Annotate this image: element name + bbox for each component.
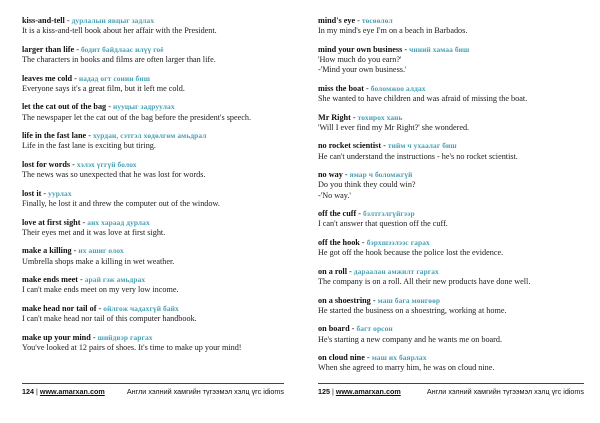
dash-separator: - — [80, 217, 88, 227]
idiom-term: mind's eye — [318, 16, 356, 25]
idiom-translation: надад огт сонин биш — [78, 73, 151, 83]
dash-separator: - — [64, 16, 72, 25]
idiom-translation: чиний хамаа биш — [409, 44, 470, 54]
idiom-translation: боломжоо алдах — [370, 83, 426, 93]
idiom-term: let the cat out of the bag — [22, 102, 107, 112]
idiom-entry — [22, 74, 284, 94]
idiom-translation: шийдвэр гаргах — [97, 332, 153, 342]
dash-separator: - — [402, 44, 410, 54]
example-sentence: Do you think they could win? — [318, 180, 416, 190]
idiom-entry — [318, 238, 584, 258]
idiom-entry — [318, 324, 584, 344]
dash-separator: - — [363, 83, 371, 93]
dash-separator: - — [90, 332, 98, 342]
idiom-heading — [22, 102, 284, 112]
idiom-entry — [318, 267, 584, 287]
idiom-translation: уурлах — [48, 188, 72, 198]
dash-separator: - — [72, 73, 79, 83]
dash-separator: - — [41, 188, 49, 198]
example-sentence: 'How much do you earn?' — [318, 55, 402, 64]
idiom-term: make ends meet — [22, 275, 78, 285]
idiom-term: on cloud nine — [318, 353, 365, 363]
idiom-entry — [318, 113, 584, 133]
idiom-entry — [318, 296, 584, 316]
dash-separator: - — [370, 295, 378, 305]
idiom-term: on board — [318, 324, 350, 334]
example-sentence: Their eyes met and it was love at first sight. — [22, 227, 166, 237]
idiom-heading — [22, 160, 284, 170]
idiom-translation: дурлалын явцыг задлах — [71, 16, 155, 25]
idiom-heading — [22, 218, 284, 228]
example-sentence: When she agreed to marry him, he was on cloud nine. — [318, 363, 495, 373]
idiom-heading — [318, 141, 584, 151]
idiom-entry — [22, 304, 284, 324]
footer-separator: | — [36, 387, 38, 396]
idiom-term: lost it — [22, 188, 42, 198]
book-title: Англи хэлний хамгийн түгээмэл хэлц үгс idioms — [126, 387, 284, 396]
dash-separator: - — [381, 141, 388, 151]
idiom-entry — [22, 160, 284, 180]
idiom-entry — [318, 141, 584, 161]
dash-separator: - — [86, 131, 93, 141]
idiom-translation: төсөөлөл — [361, 16, 393, 25]
idiom-translation: тийм ч ухаалаг биш — [387, 141, 457, 151]
footer-separator: | — [332, 387, 334, 396]
example-sentence: The company is on a roll. All their new products have done well. — [318, 276, 531, 286]
example-sentence: -'Mind your own business.' — [318, 65, 407, 75]
dash-separator: - — [74, 44, 81, 54]
idiom-term: lost for words — [22, 159, 71, 169]
idiom-heading — [318, 267, 584, 277]
example-sentence: He started the business on a shoestring, working at home. — [318, 305, 507, 315]
idiom-heading — [22, 74, 284, 84]
dash-separator: - — [106, 102, 113, 112]
idiom-term: no rocket scientist — [318, 141, 382, 151]
idiom-entry — [22, 102, 284, 122]
example-sentence: The newspaper let the cat out of the bag before the president's speech. — [22, 112, 252, 122]
idiom-heading — [22, 304, 284, 314]
idiom-term: on a shoestring — [318, 295, 371, 305]
right-page — [300, 0, 600, 423]
idiom-translation: хурдан, сэтгэл хөдөлгөм амьдрал — [92, 131, 207, 141]
idiom-translation: арай гэж амьдрах — [84, 275, 146, 285]
page-number: 125 — [318, 387, 330, 396]
idiom-heading — [318, 113, 584, 123]
example-sentence: He can't understand the instructions - he's no rocket scientist. — [318, 151, 518, 161]
footer-rule — [318, 383, 584, 384]
idiom-heading — [318, 238, 584, 248]
example-sentence: Finally, he lost it and threw the computer out of the window. — [22, 198, 220, 208]
idiom-translation: нууцыг задруулах — [112, 102, 175, 112]
dash-separator: - — [346, 266, 354, 276]
dash-separator: - — [96, 303, 104, 313]
right-idiom-list — [318, 16, 584, 382]
idiom-entry — [318, 45, 584, 76]
example-sentence: He's starting a new company and he wants me on board. — [318, 334, 503, 344]
idiom-term: off the cuff — [318, 209, 357, 219]
example-sentence: I can't make head nor tail of this computer handbook. — [22, 314, 197, 324]
idiom-entry — [318, 209, 584, 229]
idiom-term: Mr Right — [318, 112, 351, 122]
dash-separator: - — [77, 275, 85, 285]
example-sentence: You've looked at 12 pairs of shoes. It's time to make up your mind! — [22, 342, 242, 352]
idiom-heading — [318, 16, 584, 26]
dash-separator: - — [70, 159, 77, 169]
idiom-term: mind your own business — [318, 44, 403, 54]
idiom-entry — [22, 275, 284, 295]
idiom-translation: маш их баярлах — [371, 353, 427, 363]
idiom-term: make a killing — [22, 246, 72, 256]
idiom-heading — [318, 84, 584, 94]
idiom-term: on a roll — [318, 266, 347, 276]
idiom-translation: их ашиг олох — [78, 246, 124, 256]
dash-separator: - — [349, 324, 357, 334]
example-sentence: I can't make ends meet on my very low income. — [22, 285, 179, 295]
example-sentence: She wanted to have children and was afraid of missing the boat. — [318, 94, 528, 103]
idiom-entry — [22, 189, 284, 209]
dash-separator: - — [356, 209, 364, 219]
idiom-entry — [318, 84, 584, 104]
idiom-translation: ямар ч боломжгүй — [349, 170, 413, 180]
idiom-heading — [22, 333, 284, 343]
idiom-entry — [22, 218, 284, 238]
idiom-heading — [318, 170, 584, 180]
idiom-term: make up your mind — [22, 332, 91, 342]
idiom-translation: дараалан амжилт гаргах — [353, 266, 439, 276]
example-sentence: The news was so unexpected that he was lost for words. — [22, 170, 206, 180]
idiom-entry — [22, 45, 284, 65]
idiom-translation: бэрхшээлээс гарах — [366, 237, 430, 247]
idiom-heading — [318, 324, 584, 334]
dash-separator: - — [71, 246, 79, 256]
idiom-term: miss the boat — [318, 83, 364, 93]
idiom-translation: анх хараад дурлах — [87, 217, 150, 227]
idiom-entry — [22, 131, 284, 151]
idiom-term: leaves me cold — [22, 73, 73, 83]
idiom-translation: бодит байдлаас илүү гоё — [80, 44, 164, 54]
idiom-term: love at first sight — [22, 217, 81, 227]
example-sentence: Umbrella shops make a killing in wet weather. — [22, 256, 175, 266]
idiom-heading — [318, 209, 584, 219]
idiom-entry — [22, 246, 284, 266]
idiom-translation: хэлэх үггүй болох — [76, 159, 137, 169]
idiom-term: off the hook — [318, 237, 360, 247]
website-link[interactable]: www.amarxan.com — [39, 387, 105, 396]
example-sentence: -'No way.' — [318, 190, 351, 200]
idiom-heading — [318, 45, 584, 55]
example-sentence: Life in the fast lane is exciting but tiring. — [22, 141, 156, 151]
idiom-translation: багт орсон — [356, 324, 393, 334]
idiom-entry — [318, 170, 584, 201]
book-title: Англи хэлний хамгийн түгээмэл хэлц үгс idioms — [426, 387, 584, 396]
dash-separator: - — [359, 237, 367, 247]
idiom-heading — [318, 296, 584, 306]
idiom-entry — [318, 16, 584, 36]
dash-separator: - — [342, 170, 350, 180]
idiom-heading — [22, 275, 284, 285]
right-footer — [318, 385, 584, 399]
dash-separator: - — [350, 112, 358, 122]
left-idiom-list — [22, 16, 284, 362]
idiom-entry — [318, 353, 584, 373]
idiom-translation: бэлтгэлгүйгээр — [363, 209, 415, 219]
idiom-heading — [22, 131, 284, 141]
dash-separator: - — [355, 16, 362, 25]
idiom-translation: маш бага мөнгөөр — [377, 295, 441, 305]
example-sentence: The characters in books and films are often larger than life. — [22, 55, 216, 64]
idiom-term: kiss-and-tell — [22, 16, 65, 25]
dash-separator: - — [364, 353, 372, 363]
idiom-term: no way — [318, 170, 343, 180]
website-link[interactable]: www.amarxan.com — [335, 387, 401, 396]
idiom-heading — [22, 189, 284, 199]
example-sentence: It is a kiss-and-tell book about her affair with the President. — [22, 26, 217, 36]
idiom-heading — [22, 16, 284, 26]
idiom-translation: ойлгож чадахгүй байх — [103, 303, 179, 313]
page-number: 124 — [22, 387, 34, 396]
example-sentence: I can't answer that question off the cuff. — [318, 219, 448, 229]
idiom-term: larger than life — [22, 44, 75, 54]
example-sentence: He got off the hook because the police lost the evidence. — [318, 248, 504, 258]
idiom-term: life in the fast lane — [22, 131, 87, 141]
example-sentence: Everyone says it's a great film, but it left me cold. — [22, 83, 185, 93]
left-footer — [22, 385, 284, 399]
idiom-term: make head nor tail of — [22, 303, 97, 313]
example-sentence: In my mind's eye I'm on a beach in Barbados. — [318, 26, 468, 36]
idiom-translation: тохирох хань — [357, 112, 403, 122]
idiom-heading — [22, 45, 284, 55]
idiom-heading — [318, 353, 584, 363]
idiom-heading — [22, 246, 284, 256]
idiom-entry — [22, 333, 284, 353]
footer-rule — [22, 383, 284, 384]
idiom-entry — [22, 16, 284, 36]
example-sentence: 'Will I ever find my Mr Right?' she wondered. — [318, 122, 470, 132]
